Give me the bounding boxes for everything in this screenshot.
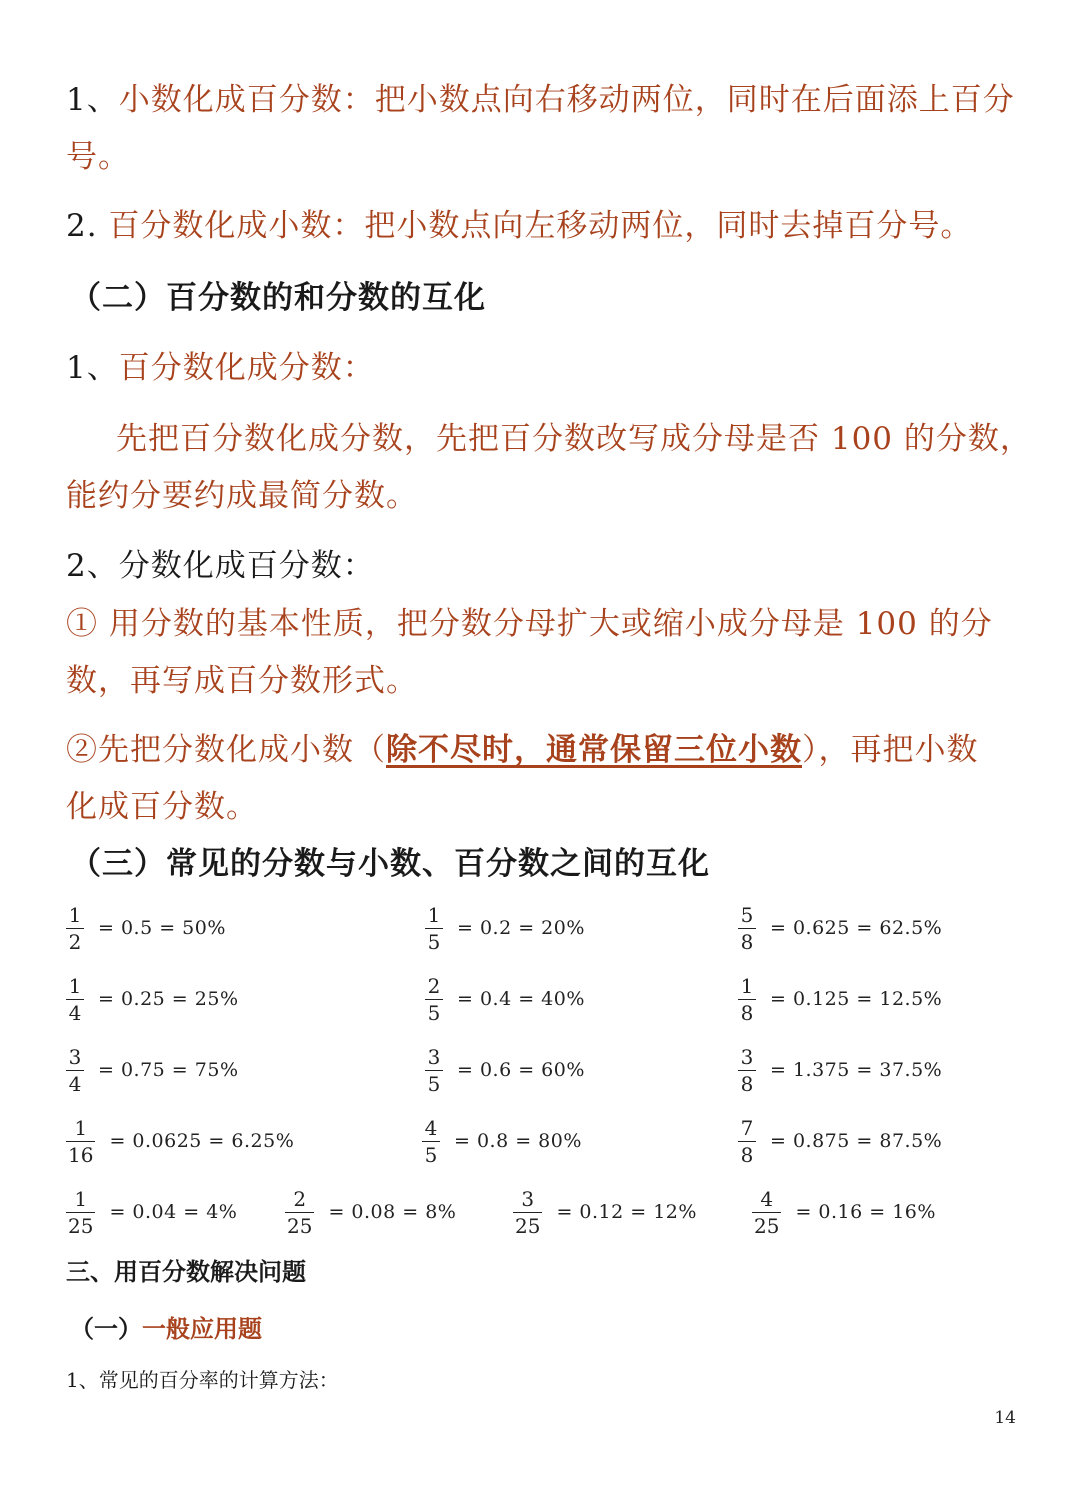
fraction-item (66, 1042, 239, 1098)
subsection-title: 一般应用题 (142, 1315, 262, 1343)
fraction: $\frac{3}{8}$ (738, 1047, 756, 1094)
fraction-equivalents: = 0.625 = 62.5% (770, 917, 943, 939)
fraction-item (738, 1113, 942, 1169)
fraction-equivalents: = 0.75 = 75% (98, 1059, 239, 1081)
para-method-line1: 先把百分数化成分数，先把百分数改写成分母是否 100 的分数， (116, 421, 1032, 457)
fraction: $\frac{7}{8}$ (738, 1118, 756, 1165)
fraction-item (738, 1042, 942, 1098)
fraction-equivalents: = 1.375 = 37.5% (770, 1059, 943, 1081)
rule-text: 百分数化成小数：把小数点向左移动两位，同时去掉百分号。 (108, 208, 973, 244)
fraction: $\frac{5}{8}$ (738, 905, 756, 952)
section-heading-part3: 三、用百分数解决问题 (66, 1258, 306, 1286)
fraction-item (738, 900, 942, 956)
subsection-prefix: （一） (70, 1315, 142, 1343)
fraction-row-4 (0, 1113, 1080, 1169)
fraction-equivalents: = 0.6 = 60% (457, 1059, 585, 1081)
fraction-equivalents: = 0.8 = 80% (454, 1130, 582, 1152)
fraction-equivalents: = 0.16 = 16% (795, 1201, 936, 1223)
method-two-text-end: ），再把小数 (802, 732, 979, 768)
fraction-equivalents: = 0.4 = 40% (457, 988, 585, 1010)
method-two-emphasis: 除不尽时，通常保留三位小数 (386, 732, 802, 768)
fraction-item (422, 1113, 582, 1169)
item-number: 1、 (66, 82, 119, 118)
fraction-row-3 (0, 1042, 1080, 1098)
item-heading: 1、常见的百分率的计算方法： (66, 1368, 339, 1392)
fraction: $\frac{1}{25}$ (68, 1186, 94, 1238)
subheading-text: 百分数化成分数： (118, 350, 375, 386)
fraction: $\frac{2}{5}$ (425, 976, 443, 1023)
fraction-item (738, 971, 942, 1027)
fraction: $\frac{1}{16}$ (68, 1115, 94, 1167)
fraction: $\frac{3}{25}$ (515, 1186, 541, 1238)
para-method-line2: 能约分要约成最简分数。 (66, 478, 418, 514)
fraction-equivalents: = 0.0625 = 6.25% (109, 1130, 295, 1152)
fraction-item (66, 1113, 294, 1169)
fraction-row-1 (0, 900, 1080, 956)
method-two-line2: 化成百分数。 (66, 789, 258, 825)
fraction: $\frac{1}{2}$ (66, 905, 84, 952)
para-decimal-to-percent (66, 74, 1015, 119)
fraction-item (425, 1042, 585, 1098)
fraction-equivalents: = 0.5 = 50% (98, 917, 226, 939)
section-heading-3: （三）常见的分数与小数、百分数之间的互化 (70, 846, 710, 882)
fraction-item (66, 1184, 237, 1240)
fraction-item (66, 900, 226, 956)
item-number: 2. (66, 208, 109, 244)
fraction: $\frac{2}{25}$ (287, 1186, 313, 1238)
subsection-heading (70, 1309, 262, 1344)
fraction-item (425, 900, 585, 956)
fraction-equivalents: = 0.875 = 87.5% (770, 1130, 943, 1152)
method-two-line1 (66, 724, 979, 769)
rule-text-continued: 号。 (66, 139, 130, 175)
fraction: $\frac{1}{4}$ (66, 976, 84, 1023)
fraction: $\frac{3}{4}$ (66, 1047, 84, 1094)
section-heading-2: （二）百分数的和分数的互化 (70, 280, 486, 316)
fraction-equivalents: = 0.12 = 12% (556, 1201, 697, 1223)
para-percent-to-decimal (66, 200, 972, 245)
fraction-row-2 (0, 971, 1080, 1027)
subheading-fraction-to-percent: 2、分数化成百分数： (66, 548, 375, 584)
fraction-item (285, 1184, 456, 1240)
rule-text: 小数化成百分数：把小数点向右移动两位，同时在后面添上百分 (118, 82, 1015, 118)
method-two-text: ②先把分数化成小数（ (66, 732, 386, 768)
fraction-item (66, 971, 239, 1027)
fraction-equivalents: = 0.125 = 12.5% (770, 988, 943, 1010)
fraction-equivalents: = 0.04 = 4% (109, 1201, 238, 1223)
fraction-equivalents: = 0.08 = 8% (328, 1201, 457, 1223)
fraction-item (425, 971, 585, 1027)
page-number: 14 (994, 1408, 1016, 1428)
fraction-item (513, 1184, 697, 1240)
fraction: $\frac{4}{5}$ (422, 1118, 440, 1165)
item-number: 1、 (66, 350, 119, 386)
fraction: $\frac{3}{5}$ (425, 1047, 443, 1094)
fraction: $\frac{1}{5}$ (425, 905, 443, 952)
method-one-line1: ① 用分数的基本性质，把分数分母扩大或缩小成分母是 100 的分 (66, 606, 993, 642)
fraction-item (752, 1184, 936, 1240)
fraction-row-5 (0, 1184, 1080, 1240)
fraction: $\frac{1}{8}$ (738, 976, 756, 1023)
fraction-equivalents: = 0.25 = 25% (98, 988, 239, 1010)
fraction: $\frac{4}{25}$ (754, 1186, 780, 1238)
subheading-percent-to-fraction (66, 342, 375, 387)
fraction-equivalents: = 0.2 = 20% (457, 917, 585, 939)
method-one-line2: 数，再写成百分数形式。 (66, 663, 418, 699)
